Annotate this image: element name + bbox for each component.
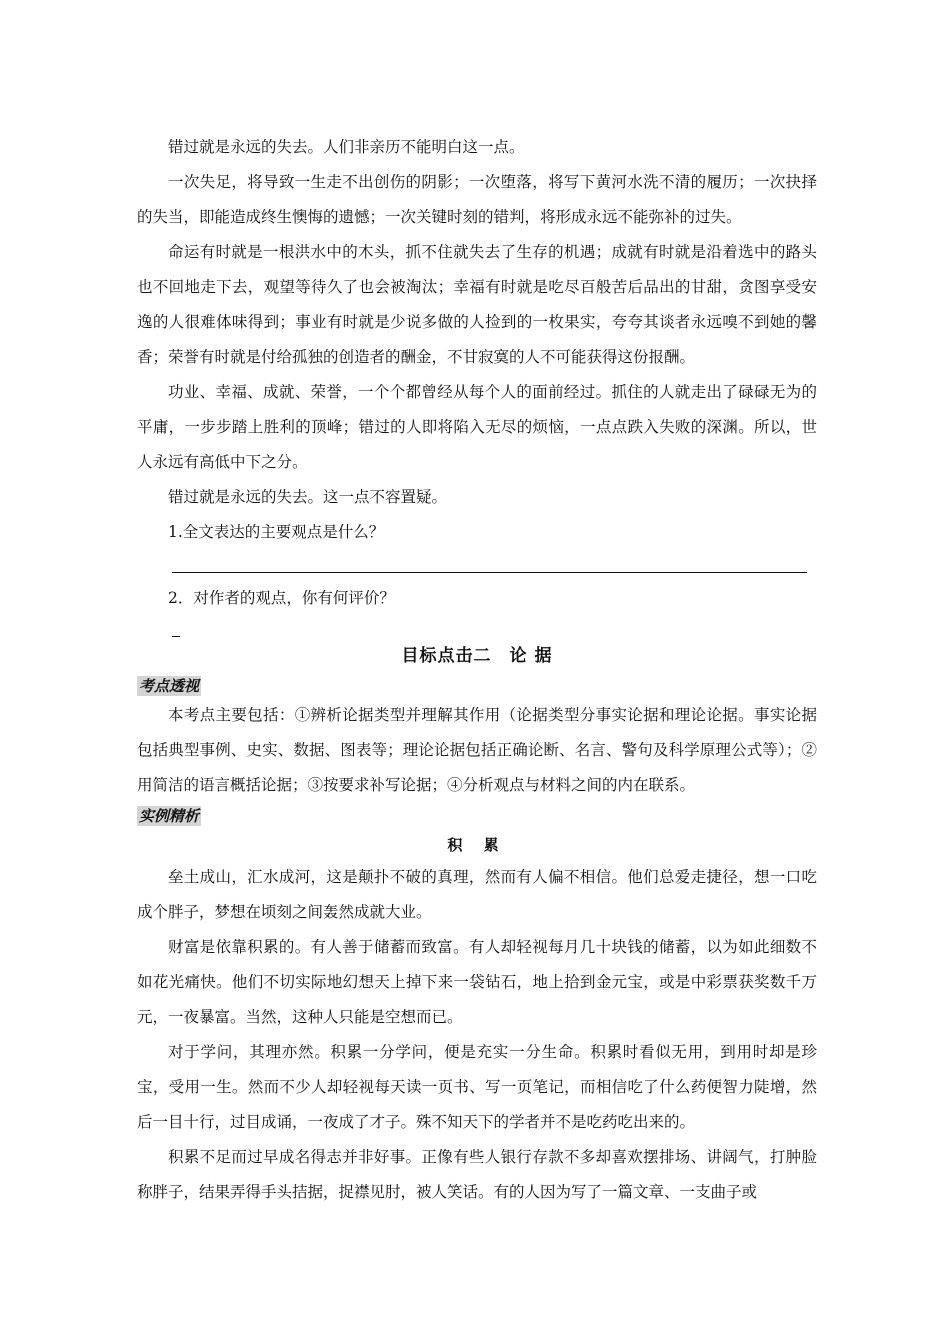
tag-example: 实例精析 (139, 807, 200, 825)
question-2: 2．对作者的观点，你有何评价？ (168, 589, 395, 607)
article-paragraph-2: 财富是依靠积累的。有人善于储蓄而致富。有人却轻视每月几十块钱的储蓄，以为如此细数不如花光痛快。他们不切实际地幻想天上掉下来一袋钻石，地上拾到金元宝，或是中彩票获奖数千万元，一夜暴富。当然，这种人只能是空想而已。 (137, 938, 817, 1026)
document-content (137, 130, 817, 1210)
paragraph-top-1: 错过就是永远的失去。人们非亲历不能明白这一点。 (168, 138, 525, 156)
paragraph-top-3: 命运有时就是一根洪水中的木头，抓不住就失去了生存的机遇；成就有时就是沿着选中的路头也不回地走下去，观望等待久了也会被淘汰；幸福有时就是吃尽百般苦后品出的甘甜，贪图享受安逸的人很难体味得到；事业有时就是少说多做的人捡到的一枚果实，夸夸其谈者永远嗅不到她的馨香；荣誉有时就是付给孤独的创造者的酬金，不甘寂寞的人不可能获得这份报酬。 (137, 243, 817, 366)
article-paragraph-1: 垒土成山，汇水成河，这是颠扑不破的真理，然而有人偏不相信。他们总爱走捷径，想一口吃成个胖子，梦想在顷刻之间轰然成就大业。 (137, 868, 817, 921)
article-paragraph-4: 积累不足而过早成名得志并非好事。正像有些人银行存款不多却喜欢摆排场、讲阔气，打肿脸称胖子，结果弄得手头拮据，捉襟见肘，被人笑话。有的人因为写了一篇文章、一支曲子或 (137, 1148, 817, 1201)
question-1: 1.全文表达的主要观点是什么？ (168, 523, 385, 541)
tag-analysis: 考点透视 (139, 677, 200, 695)
paragraph-top-4: 功业、幸福、成就、荣誉，一个个都曾经从每个人的面前经过。抓住的人就走出了碌碌无为的平庸，一步步踏上胜利的顶峰；错过的人即将陷入无尽的烦恼，一点点跌入失败的深渊。所以，世人永远有高低中下之分。 (137, 383, 817, 471)
section-title: 目标点击二 论 据 (401, 646, 553, 666)
paragraph-top-2: 一次失足，将导致一生走不出创伤的阴影；一次堕落，将写下黄河水洗不清的履历；一次抉择的失当，即能造成终生懊悔的遗憾；一次关键时刻的错判，将形成永远不能弥补的过失。 (137, 173, 817, 226)
article-title: 积 累 (447, 836, 507, 854)
answer-line-1[interactable] (172, 550, 807, 573)
answer-line-2[interactable] (172, 616, 180, 637)
paragraph-top-5: 错过就是永远的失去。这一点不容置疑。 (168, 488, 448, 506)
article-paragraph-3: 对于学问，其理亦然。积累一分学问，便是充实一分生命。积累时看似无用，到用时却是珍宝，受用一生。然而不少人却轻视每天读一页书、写一页笔记，而相信吃了什么药便智力陡增，然后一目十行，过目成诵，一夜成了才子。殊不知天下的学者并不是吃药吃出来的。 (137, 1043, 817, 1131)
analysis-paragraph: 本考点主要包括：①辨析论据类型并理解其作用（论据类型分事实论据和理论论据。事实论据包括典型事例、史实、数据、图表等；理论论据包括正确论断、名言、警句及科学原理公式等）；②用简洁的语言概括论据；③按要求补写论据；④分析观点与材料之间的内在联系。 (137, 706, 817, 794)
